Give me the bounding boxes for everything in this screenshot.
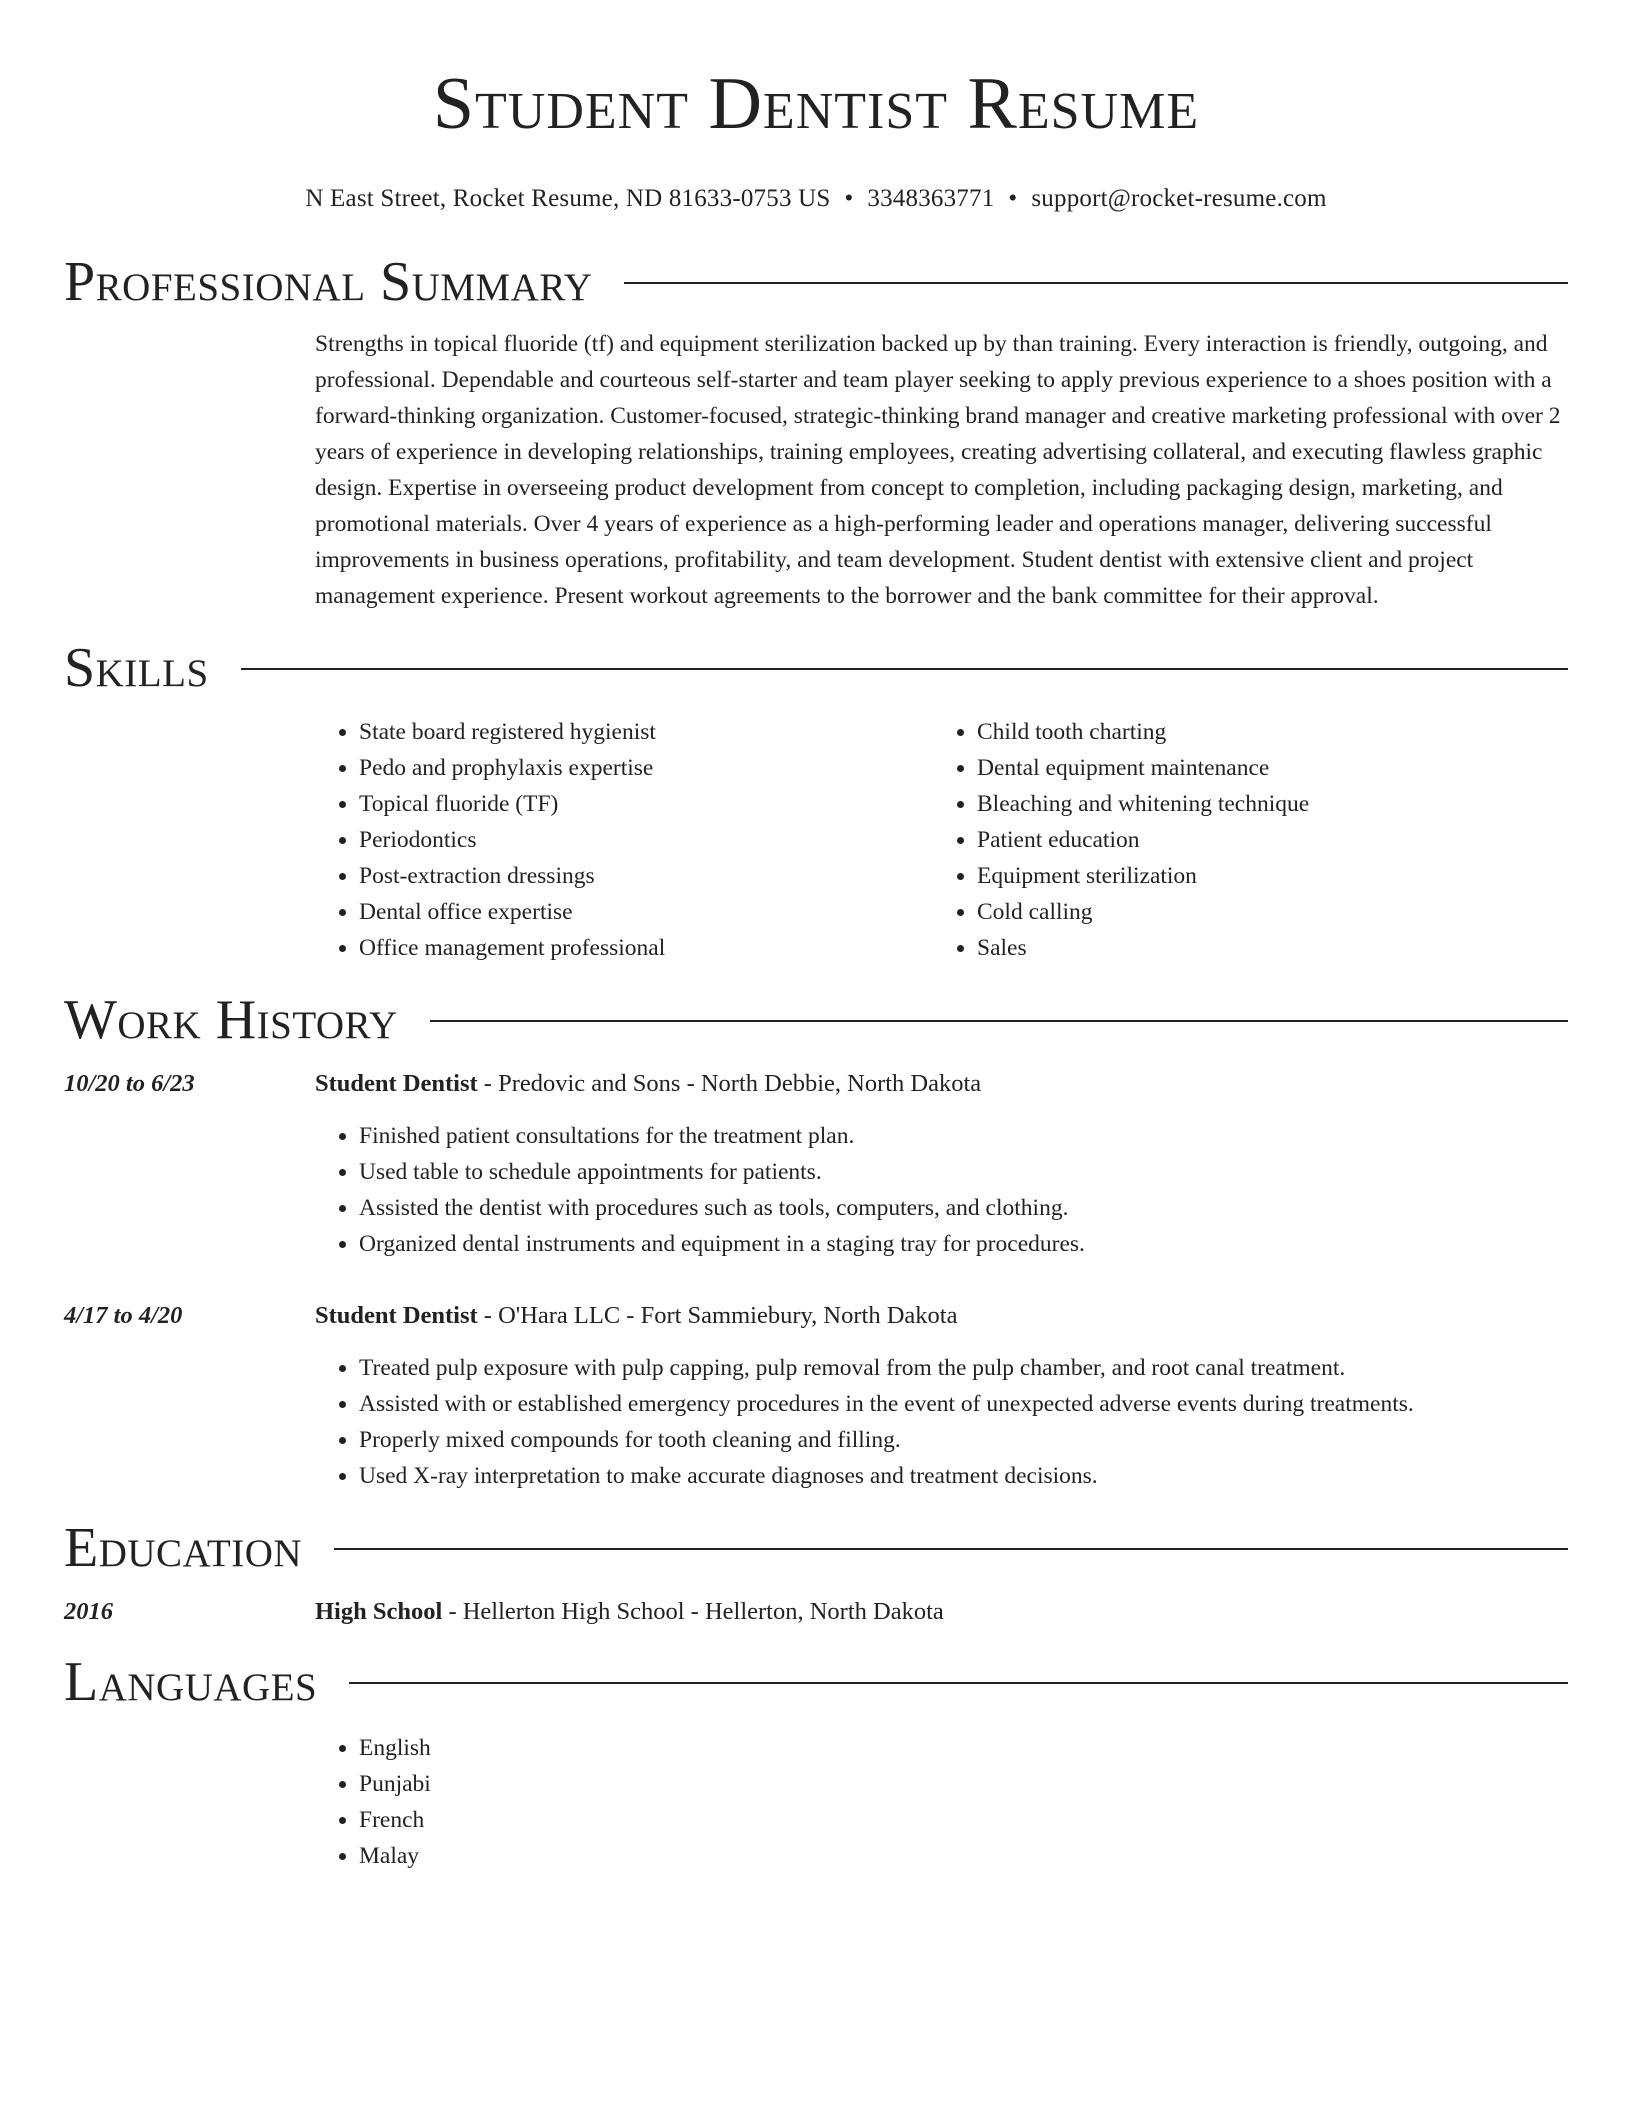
resume-page <box>64 0 1568 1874</box>
job-dates: 4/17 to 4/20 <box>64 1302 183 1329</box>
job-title-line <box>315 1300 957 1332</box>
skill-item: • Topical fluoride (TF) <box>359 786 933 822</box>
job-bullet-list <box>315 1350 1568 1494</box>
education-header <box>64 1518 1568 1578</box>
job-bullet: • Finished patient consultations for the treatment plan. <box>359 1118 1568 1154</box>
work-header <box>64 990 1568 1050</box>
job-details: - Predovic and Sons - North Debbie, North Dakota <box>477 1070 982 1097</box>
job-bullet: • Treated pulp exposure with pulp capping, pulp removal from the pulp chamber, and root canal treatment. <box>359 1350 1568 1386</box>
education-details: - Hellerton High School - Hellerton, North Dakota <box>442 1598 944 1625</box>
job-entry <box>64 1068 1568 1262</box>
skill-item: • Pedo and prophylaxis expertise <box>359 750 933 786</box>
skill-item: • State board registered hygienist <box>359 714 933 750</box>
job-bullet: • Properly mixed compounds for tooth cleaning and filling. <box>359 1422 1568 1458</box>
section-divider <box>334 1548 1568 1550</box>
skill-item: • Child tooth charting <box>977 714 1551 750</box>
contact-separator: • <box>844 185 854 212</box>
job-bullet: • Used table to schedule appointments for patients. <box>359 1154 1568 1190</box>
job-bullet: • Organized dental instruments and equipment in a staging tray for procedures. <box>359 1226 1568 1262</box>
languages-section <box>64 1652 1568 1874</box>
languages-list <box>315 1730 1568 1874</box>
education-degree: High School <box>315 1598 443 1625</box>
languages-heading: Languages <box>64 1651 318 1713</box>
languages-header <box>64 1652 1568 1712</box>
language-item: • Punjabi <box>359 1766 1568 1802</box>
contact-email: support@rocket-resume.com <box>1031 185 1327 212</box>
skill-item: • Dental equipment maintenance <box>977 750 1551 786</box>
job-role: Student Dentist <box>315 1302 478 1329</box>
job-title-line <box>315 1068 981 1100</box>
section-divider <box>624 282 1568 284</box>
job-details: - O'Hara LLC - Fort Sammiebury, North Dakota <box>477 1302 958 1329</box>
skill-item: • Equipment sterilization <box>977 858 1551 894</box>
section-divider <box>349 1682 1568 1684</box>
job-bullet: • Assisted the dentist with procedures such as tools, computers, and clothing. <box>359 1190 1568 1226</box>
summary-section <box>64 252 1568 614</box>
job-bullet: • Assisted with or established emergency procedures in the event of unexpected adverse events during treatments. <box>359 1386 1568 1422</box>
job-bullets <box>315 1350 1568 1494</box>
skill-item: • Cold calling <box>977 894 1551 930</box>
skill-item: • Bleaching and whitening technique <box>977 786 1551 822</box>
resume-title: Student Dentist Resume <box>432 63 1200 145</box>
skill-item: • Dental office expertise <box>359 894 933 930</box>
job-bullets <box>315 1118 1568 1262</box>
education-year: 2016 <box>64 1598 113 1625</box>
skill-item: • Post-extraction dressings <box>359 858 933 894</box>
section-divider <box>241 668 1568 670</box>
contact-phone: 3348363771 <box>867 185 995 212</box>
skills-section <box>64 638 1568 966</box>
job-header <box>64 1068 1568 1100</box>
summary-content <box>315 326 1568 614</box>
skills-heading: Skills <box>64 637 209 699</box>
skill-item: • Sales <box>977 930 1551 966</box>
language-item: • French <box>359 1802 1568 1838</box>
language-item: • Malay <box>359 1838 1568 1874</box>
skill-item: • Patient education <box>977 822 1551 858</box>
skill-item: • Periodontics <box>359 822 933 858</box>
contact-address: N East Street, Rocket Resume, ND 81633-0753 US <box>305 185 831 212</box>
education-entry <box>64 1596 1568 1628</box>
contact-line <box>64 184 1568 214</box>
skills-column-right <box>933 714 1551 966</box>
skills-column-left <box>315 714 933 966</box>
education-heading: Education <box>64 1517 303 1579</box>
job-header <box>64 1300 1568 1332</box>
skills-list <box>315 714 1568 966</box>
job-bullet: • Used X-ray interpretation to make accurate diagnoses and treatment decisions. <box>359 1458 1568 1494</box>
education-line <box>315 1596 944 1628</box>
contact-separator: • <box>1008 185 1018 212</box>
skills-header <box>64 638 1568 698</box>
skill-item: • Office management professional <box>359 930 933 966</box>
work-section <box>64 990 1568 1494</box>
section-divider <box>430 1020 1568 1022</box>
language-item: • English <box>359 1730 1568 1766</box>
summary-heading: Professional Summary <box>64 251 593 313</box>
education-section <box>64 1518 1568 1628</box>
job-role: Student Dentist <box>315 1070 478 1097</box>
job-bullet-list <box>315 1118 1568 1262</box>
job-entry <box>64 1300 1568 1494</box>
work-heading: Work History <box>64 989 398 1051</box>
summary-text: Strengths in topical fluoride (tf) and equipment sterilization backed up by than training. Every interaction is friendly, outgoing, and professional. Dependable and courteous self-starter and team player seeking to apply previous experience to a shoes position with a forward-thinking organization. Customer-focused, strategic-thinking brand manager and creative marketing professional with over 2 years of experience in developing relationships, training employees, creating advertising collateral, and executing flawless graphic design. Expertise in overseeing product development from concept to completion, including packaging design, marketing, and promotional materials. Over 4 years of experience as a high-performing leader and operations manager, delivering successful improvements in business operations, profitability, and team development. Student dentist with extensive client and project management experience. Present workout agreements to the borrower and the bank committee for their approval. <box>315 331 1561 609</box>
job-dates: 10/20 to 6/23 <box>64 1070 195 1097</box>
summary-header <box>64 252 1568 312</box>
languages-content <box>315 1730 1568 1874</box>
